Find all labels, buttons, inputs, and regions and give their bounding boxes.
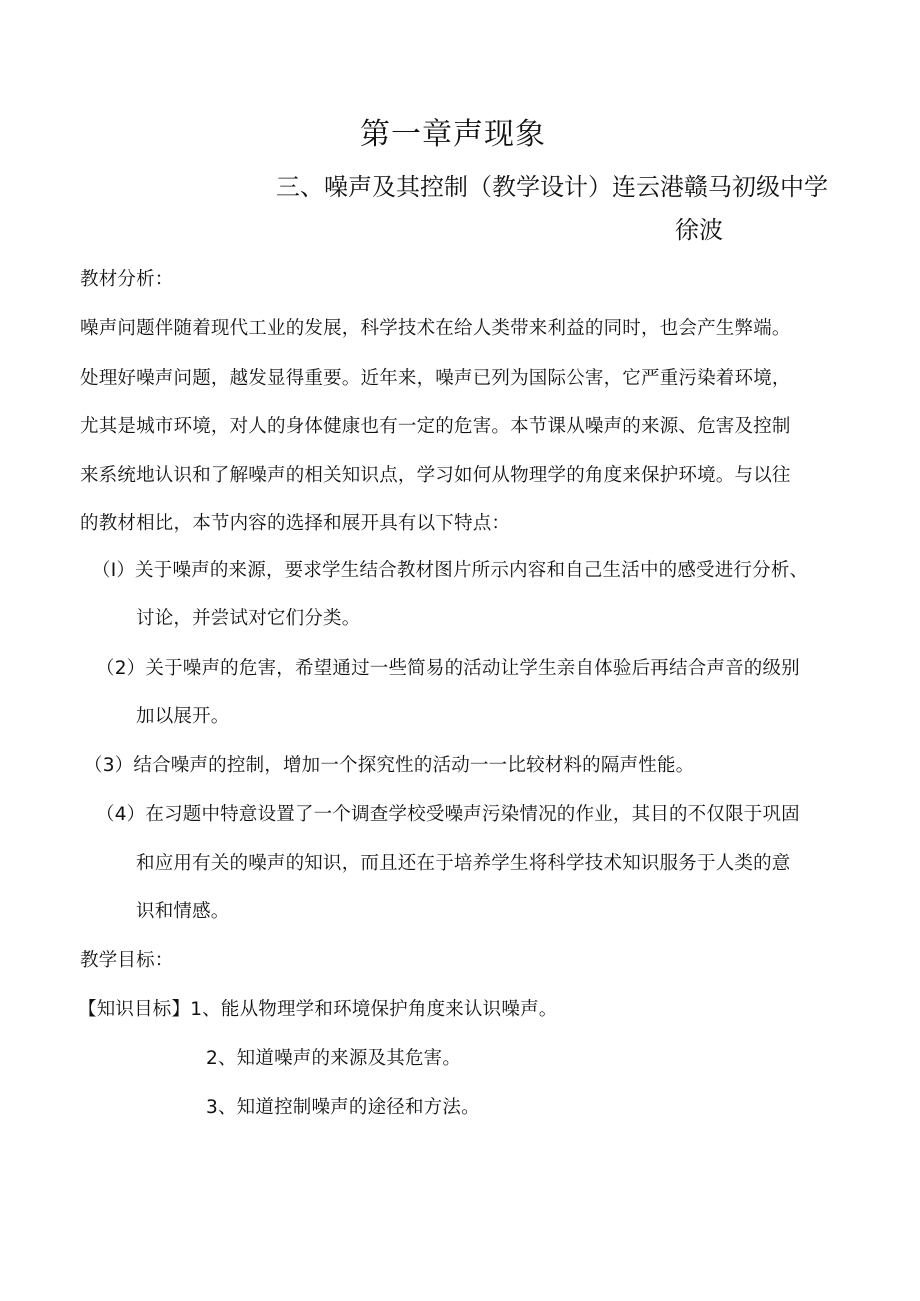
- feature-item-3-line: （3）结合噪声的控制，增加一个探究性的活动一一比较材料的隔声性能。: [84, 755, 695, 776]
- page-title: 第一章声现象: [360, 117, 546, 152]
- analysis-line: 尤其是城市环境，对人的身体健康也有一定的危害。本节课从噪声的来源、危害及控制: [80, 416, 791, 437]
- feature-item-1-line: （I）关于噪声的来源，要求学生结合教材图片所示内容和自己生活中的感受进行分析、: [92, 560, 809, 581]
- feature-item-4-line: 和应用有关的噪声的知识，而且还在于培养学生将科学技术知识服务于人类的意: [136, 853, 791, 874]
- analysis-line: 来系统地认识和了解噪声的相关知识点，学习如何从物理学的角度来保护环境。与以往: [80, 465, 791, 486]
- feature-item-1-line: 讨论，并尝试对它们分类。: [136, 608, 361, 629]
- section-heading-analysis: 教材分析：: [80, 269, 174, 290]
- knowledge-goal-item: 3、知道控制噪声的途径和方法。: [206, 1097, 480, 1118]
- section-heading-goals: 教学目标：: [80, 950, 174, 971]
- feature-item-4-line: （4）在习题中特意设置了一个调查学校受噪声污染情况的作业，其目的不仅限于巩固: [96, 804, 800, 825]
- feature-item-2-line: 加以展开。: [136, 706, 230, 727]
- analysis-line: 处理好噪声问题，越发显得重要。近年来，噪声已列为国际公害，它严重污染着环境，: [80, 368, 791, 389]
- page-subtitle: 三、噪声及其控制（教学设计）连云港赣马初级中学: [276, 173, 828, 201]
- feature-item-2-line: （2）关于噪声的危害，希望通过一些简易的活动让学生亲自体验后再结合声音的级别: [96, 658, 800, 679]
- analysis-line: 的教材相比，本节内容的选择和展开具有以下特点：: [80, 513, 511, 534]
- author-name: 徐波: [675, 216, 723, 244]
- knowledge-goal-item: 2、知道噪声的来源及其危害。: [206, 1048, 462, 1069]
- analysis-line: 噪声问题伴随着现代工业的发展，科学技术在给人类带来利益的同时，也会产生弊端。: [80, 318, 791, 339]
- knowledge-goal-item: 【知识目标】1、能从物理学和环境保护角度来认识噪声。: [78, 999, 558, 1020]
- feature-item-4-line: 识和情感。: [136, 901, 230, 922]
